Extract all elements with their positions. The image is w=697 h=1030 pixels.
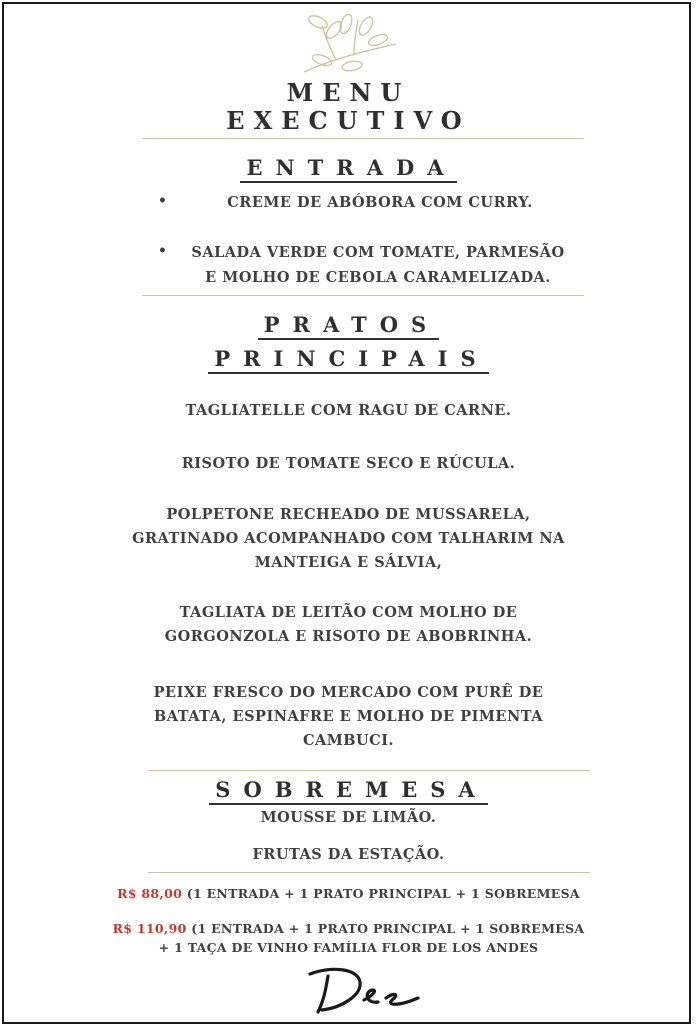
list-item: TAGLIATA DE LEITÃO COM MOLHO DE xyxy=(179,604,518,621)
leaf-branch-icon xyxy=(296,12,406,80)
list-item: TAGLIATELLE COM RAGU DE CARNE. xyxy=(185,402,512,419)
list-item: FRUTAS DA ESTAÇÃO. xyxy=(252,846,445,863)
section-heading-pratos-1 xyxy=(0,312,697,337)
logo-text xyxy=(0,0,1,1)
list-item: GORGONZOLA E RISOTO DE ABOBRINHA. xyxy=(164,628,533,645)
list-item: SALADA VERDE COM TOMATE, PARMESÃO xyxy=(191,244,565,261)
list-item: PEIXE FRESCO DO MERCADO COM PURÊ DE xyxy=(153,684,544,701)
list-item: RISOTO DE TOMATE SECO E RÚCULA. xyxy=(181,455,516,472)
list-item: BATATA, ESPINAFRE E MOLHO DE PIMENTA xyxy=(154,708,543,725)
bullet: • xyxy=(158,193,167,209)
list-item: GRATINADO ACOMPANHADO COM TALHARIM NA xyxy=(132,530,565,547)
divider xyxy=(142,295,584,296)
section-heading-entrada xyxy=(0,155,697,180)
price-line-3: + 1 TAÇA DE VINHO FAMÍLIA FLOR DE LOS ANDES xyxy=(158,940,539,955)
divider xyxy=(148,872,590,873)
price-value-1: R$ 88,00 xyxy=(117,886,183,901)
list-item: CREME DE ABÓBORA COM CURRY. xyxy=(227,194,533,211)
section-heading-pratos-2 xyxy=(0,346,697,371)
price-desc-2: (1 ENTRADA + 1 PRATO PRINCIPAL + 1 SOBREMESA xyxy=(186,921,585,936)
pratos-heading-line2: PRINCIPAIS xyxy=(208,346,488,374)
list-item: CAMBUCI. xyxy=(302,732,395,749)
list-item: E MOLHO DE CEBOLA CARAMELIZADA. xyxy=(205,269,551,286)
list-item: MOUSSE DE LIMÃO. xyxy=(260,809,437,826)
entrada-heading: ENTRADA xyxy=(240,155,456,183)
bullet: • xyxy=(158,243,167,259)
menu-title-line2: EXECUTIVO xyxy=(226,106,471,135)
section-heading-sobremesa xyxy=(0,777,697,802)
pratos-heading-line1: PRATOS xyxy=(258,312,439,340)
list-item: MANTEIGA E SÁLVIA, xyxy=(254,554,443,571)
price-value-2: R$ 110,90 xyxy=(112,921,187,936)
divider xyxy=(148,770,590,771)
price-line-1 xyxy=(0,883,697,905)
price-desc-1: (1 ENTRADA + 1 PRATO PRINCIPAL + 1 SOBREMESA xyxy=(182,886,580,901)
divider xyxy=(142,138,584,139)
menu-title-line1: MENU xyxy=(286,78,411,107)
signature-logo xyxy=(300,962,430,1018)
sobremesa-heading: SOBREMESA xyxy=(209,777,487,805)
list-item: POLPETONE RECHEADO DE MUSSARELA, xyxy=(166,506,531,523)
